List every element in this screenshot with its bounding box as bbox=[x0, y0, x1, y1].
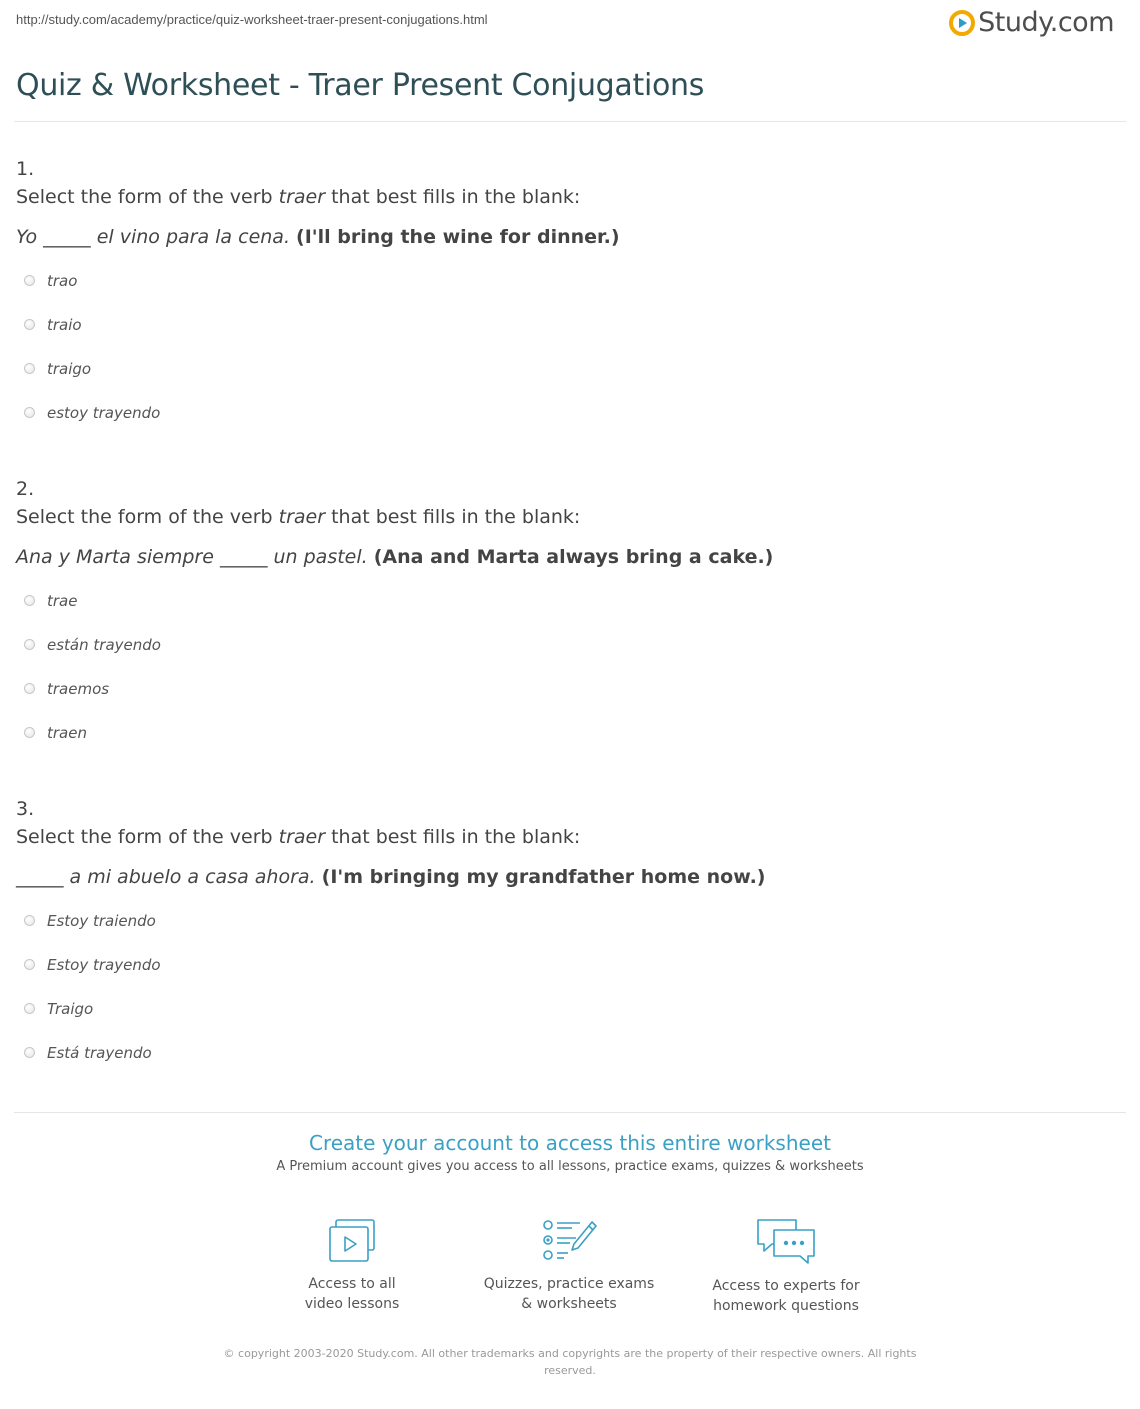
question-sentence bbox=[16, 225, 1116, 267]
prompt-verb: traer bbox=[278, 826, 326, 848]
option-label: estoy trayendo bbox=[47, 404, 161, 422]
prompt-text: Select the form of the verb bbox=[16, 826, 279, 848]
feature-line-2: homework questions bbox=[713, 1298, 859, 1314]
question-prompt bbox=[16, 825, 1116, 865]
answer-option[interactable] bbox=[16, 587, 1116, 631]
top-bar bbox=[0, 0, 1140, 44]
prompt-text-end: that best fills in the blank: bbox=[325, 186, 581, 208]
option-label: traigo bbox=[47, 360, 92, 378]
option-label: trae bbox=[47, 592, 78, 610]
radio-button[interactable] bbox=[24, 1003, 35, 1014]
feature-line-1: Access to all bbox=[308, 1276, 396, 1292]
question-number: 2. bbox=[16, 478, 35, 500]
answer-option[interactable] bbox=[16, 355, 1116, 399]
copyright-footer: © copyright 2003-2020 Study.com. All other trademarks and copyrights are the property of their respective owners. All rights reserved. bbox=[223, 1347, 917, 1377]
prompt-text: Select the form of the verb bbox=[16, 186, 279, 208]
feature-line-2: & worksheets bbox=[521, 1296, 617, 1312]
feature-text bbox=[242, 1274, 462, 1314]
radio-button[interactable] bbox=[24, 683, 35, 694]
answer-option[interactable] bbox=[16, 399, 1116, 443]
question-1 bbox=[16, 157, 1116, 443]
answer-options bbox=[16, 587, 1116, 763]
answer-option[interactable] bbox=[16, 311, 1116, 355]
sentence-english: (I'm bringing my grandfather home now.) bbox=[321, 866, 766, 888]
video-lesson-icon bbox=[326, 1218, 378, 1264]
answer-option[interactable] bbox=[16, 267, 1116, 311]
quiz-checklist-icon bbox=[540, 1218, 598, 1264]
question-2 bbox=[16, 477, 1116, 763]
logo-text: Study.com bbox=[978, 7, 1114, 38]
answer-option[interactable] bbox=[16, 631, 1116, 675]
prompt-text-end: that best fills in the blank: bbox=[325, 826, 581, 848]
answer-option[interactable] bbox=[16, 675, 1116, 719]
sentence-spanish: Yo _____ el vino para la cena. bbox=[16, 226, 290, 248]
answer-options bbox=[16, 267, 1116, 443]
radio-button[interactable] bbox=[24, 1047, 35, 1058]
option-label: traemos bbox=[47, 680, 110, 698]
answer-option[interactable] bbox=[16, 907, 1116, 951]
account-cta bbox=[0, 1130, 1140, 1174]
radio-button[interactable] bbox=[24, 363, 35, 374]
answer-options bbox=[16, 907, 1116, 1083]
study-logo[interactable] bbox=[949, 8, 1114, 38]
radio-button[interactable] bbox=[24, 319, 35, 330]
sentence-spanish: Ana y Marta siempre _____ un pastel. bbox=[16, 546, 368, 568]
option-label: trao bbox=[47, 272, 78, 290]
question-number: 3. bbox=[16, 798, 35, 820]
question-prompt bbox=[16, 185, 1116, 225]
answer-option[interactable] bbox=[16, 1039, 1116, 1083]
sentence-spanish: _____ a mi abuelo a casa ahora. bbox=[16, 866, 316, 888]
radio-button[interactable] bbox=[24, 595, 35, 606]
question-3 bbox=[16, 797, 1116, 1083]
answer-option[interactable] bbox=[16, 995, 1116, 1039]
feature-line-1: Quizzes, practice exams bbox=[483, 1276, 655, 1292]
feature-line-2: video lessons bbox=[304, 1296, 400, 1312]
chat-bubbles-icon bbox=[754, 1218, 818, 1266]
page-title: Quiz & Worksheet - Traer Present Conjugations bbox=[16, 68, 705, 103]
question-sentence bbox=[16, 545, 1116, 587]
cta-title[interactable]: Create your account to access this entire worksheet bbox=[309, 1131, 831, 1155]
sentence-english: (I'll bring the wine for dinner.) bbox=[296, 226, 620, 248]
title-divider bbox=[14, 121, 1126, 122]
option-label: traio bbox=[47, 316, 82, 334]
feature-text bbox=[459, 1274, 679, 1314]
prompt-text: Select the form of the verb bbox=[16, 506, 279, 528]
question-number: 1. bbox=[16, 158, 35, 180]
radio-button[interactable] bbox=[24, 915, 35, 926]
option-label: Estoy traiendo bbox=[47, 912, 156, 930]
prompt-text-end: that best fills in the blank: bbox=[325, 506, 581, 528]
radio-button[interactable] bbox=[24, 727, 35, 738]
option-label: traen bbox=[47, 724, 87, 742]
section-divider bbox=[14, 1112, 1126, 1113]
option-label: Estoy trayendo bbox=[47, 956, 161, 974]
feature-line-1: Access to experts for bbox=[712, 1278, 860, 1294]
radio-button[interactable] bbox=[24, 639, 35, 650]
feature-experts bbox=[676, 1218, 896, 1316]
feature-text bbox=[676, 1276, 896, 1316]
question-prompt bbox=[16, 505, 1116, 545]
sentence-english: (Ana and Marta always bring a cake.) bbox=[373, 546, 774, 568]
option-label: Está trayendo bbox=[47, 1044, 152, 1062]
answer-option[interactable] bbox=[16, 719, 1116, 763]
prompt-verb: traer bbox=[278, 186, 326, 208]
cta-subtitle: A Premium account gives you access to all lessons, practice exams, quizzes & worksheets bbox=[276, 1159, 864, 1174]
prompt-verb: traer bbox=[278, 506, 326, 528]
option-label: Traigo bbox=[47, 1000, 94, 1018]
study-play-logo-icon bbox=[949, 10, 975, 36]
page-url: http://study.com/academy/practice/quiz-worksheet-traer-present-conjugations.html bbox=[16, 12, 488, 27]
question-sentence bbox=[16, 865, 1116, 907]
answer-option[interactable] bbox=[16, 951, 1116, 995]
feature-quizzes bbox=[459, 1218, 679, 1314]
feature-video-lessons bbox=[242, 1218, 462, 1314]
radio-button[interactable] bbox=[24, 959, 35, 970]
radio-button[interactable] bbox=[24, 275, 35, 286]
option-label: están trayendo bbox=[47, 636, 161, 654]
radio-button[interactable] bbox=[24, 407, 35, 418]
